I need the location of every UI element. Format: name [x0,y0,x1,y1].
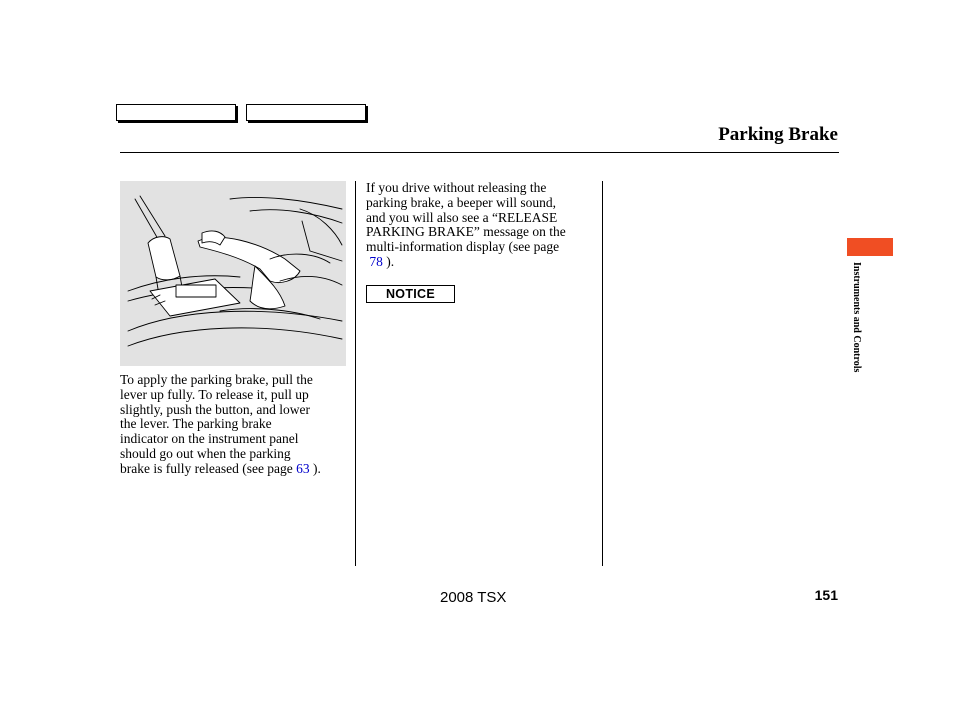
page-number: 151 [814,587,838,603]
page-title: Parking Brake [718,124,838,145]
text-line: To apply the parking brake, pull the [120,372,313,387]
text-line: and you will also see a “RELEASE [366,209,558,225]
text-segment: ). [309,460,321,476]
text-line: parking brake, a beeper will sound, [366,194,557,210]
column-divider-2 [602,181,603,566]
text-line [120,462,321,477]
left-column-text [120,373,321,477]
text-line: If you drive without releasing the [366,180,547,195]
text-line: should go out when the parking [120,445,291,461]
parking-brake-lever-drawing [120,181,346,366]
column-divider-1 [355,181,356,566]
text-segment: ). [382,253,395,269]
section-tab[interactable] [847,238,893,256]
text-segment: brake is fully released (see page [120,460,297,476]
notice-label: NOTICE [366,285,455,303]
nav-button-1[interactable] [116,104,236,121]
text-line: the lever. The parking brake [120,416,272,432]
title-divider [120,152,839,153]
page-link-78[interactable]: 78 [369,253,383,269]
parking-brake-illustration [120,181,346,366]
page-link-63[interactable]: 63 [296,460,310,476]
footer-model: 2008 TSX [440,589,507,606]
text-line: PARKING BRAKE” message on the [366,224,566,240]
text-line: slightly, push the button, and lower [120,401,310,417]
middle-column-text [366,181,566,270]
section-label: Instruments and Controls [851,262,862,373]
text-line: indicator on the instrument panel [120,431,299,447]
nav-button-2[interactable] [246,104,366,121]
text-line: lever up fully. To release it, pull up [120,386,309,402]
text-line [366,255,566,270]
text-line: multi-information display (see page [366,239,560,255]
